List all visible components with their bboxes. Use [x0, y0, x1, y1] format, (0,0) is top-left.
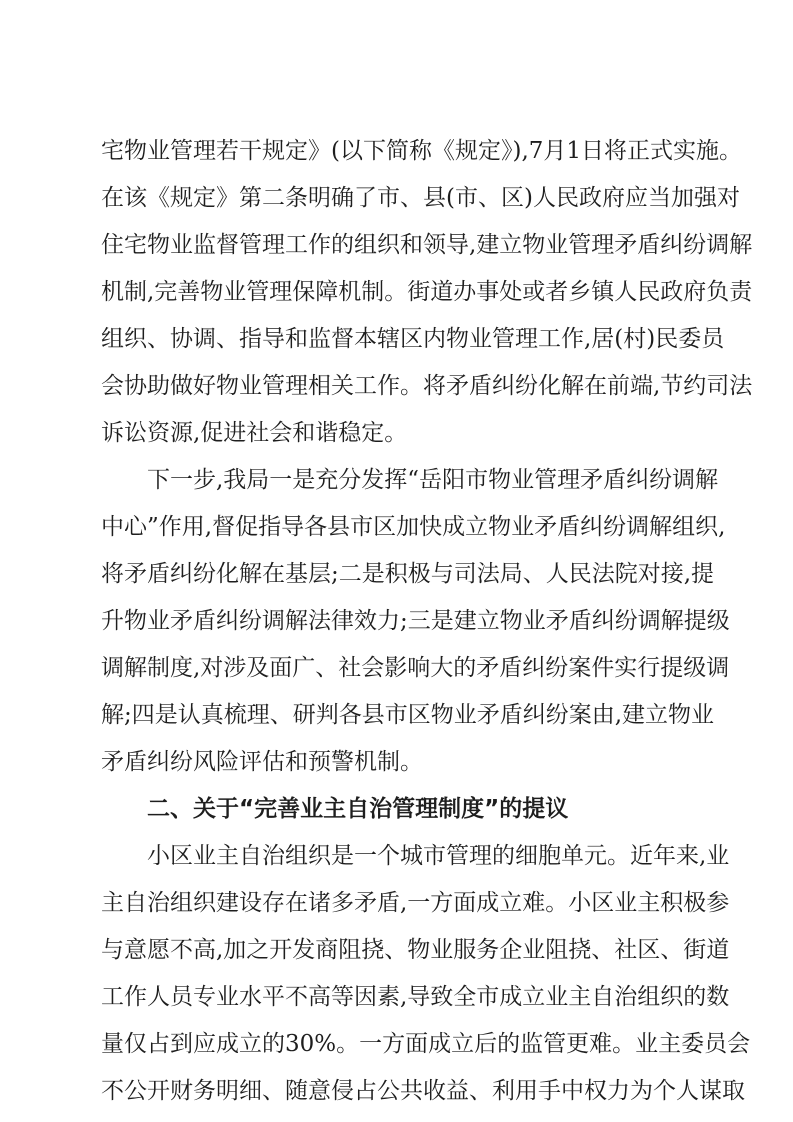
paragraph-line: 调解制度,对涉及面广、社会影响大的矛盾纠纷案件实行提级调	[101, 655, 730, 681]
paragraph-line: 与意愿不高,加之开发商阻挠、物业服务企业阻挠、社区、街道	[101, 937, 730, 963]
paragraph-line: 不公开财务明细、随意侵占公共收益、利用手中权力为个人谋取	[101, 1078, 745, 1104]
paragraph-line: 机制,完善物业管理保障机制。街道办事处或者乡镇人民政府负责	[101, 279, 753, 305]
paragraph-line: 组织、协调、指导和监督本辖区内物业管理工作,居(村)民委员	[101, 326, 725, 352]
paragraph-line: 住宅物业监督管理工作的组织和领导,建立物业管理矛盾纠纷调解	[101, 232, 753, 258]
paragraph-line: 会协助做好物业管理相关工作。将矛盾纠纷化解在前端,节约司法	[101, 373, 753, 399]
paragraph-line: 矛盾纠纷风险评估和预警机制。	[101, 749, 423, 775]
paragraph-line: 量仅占到应成立的30%。一方面成立后的监管更难。业主委员会	[101, 1031, 751, 1057]
paragraph-line: 解;四是认真梳理、研判各县市区物业矛盾纠纷案由,建立物业	[101, 702, 715, 728]
paragraph-line: 在该《规定》第二条明确了市、县(市、区)人民政府应当加强对	[101, 185, 740, 211]
paragraph-line: 工作人员专业水平不高等因素,导致全市成立业主自治组织的数	[101, 984, 730, 1010]
paragraph-first-line: 小区业主自治组织是一个城市管理的细胞单元。近年来,业	[147, 843, 730, 869]
paragraph-line: 中心”作用,督促指导各县市区加快成立物业矛盾纠纷调解组织,	[101, 514, 726, 540]
paragraph-line: 升物业矛盾纠纷调解法律效力;三是建立物业矛盾纠纷调解提级	[101, 608, 730, 634]
paragraph-line: 将矛盾纠纷化解在基层;二是积极与司法局、人民法院对接,提	[101, 561, 715, 587]
paragraph-first-line: 下一步,我局一是充分发挥“岳阳市物业管理矛盾纠纷调解	[147, 467, 719, 493]
paragraph-line: 主自治组织建设存在诸多矛盾,一方面成立难。小区业主积极参	[101, 890, 730, 916]
paragraph-line: 诉讼资源,促进社会和谐稳定。	[101, 420, 408, 446]
paragraph-line: 宅物业管理若干规定》(以下简称《规定》),7月1日将正式实施。	[101, 138, 743, 164]
section-heading: 二、关于“完善业主自治管理制度”的提议	[147, 796, 569, 822]
